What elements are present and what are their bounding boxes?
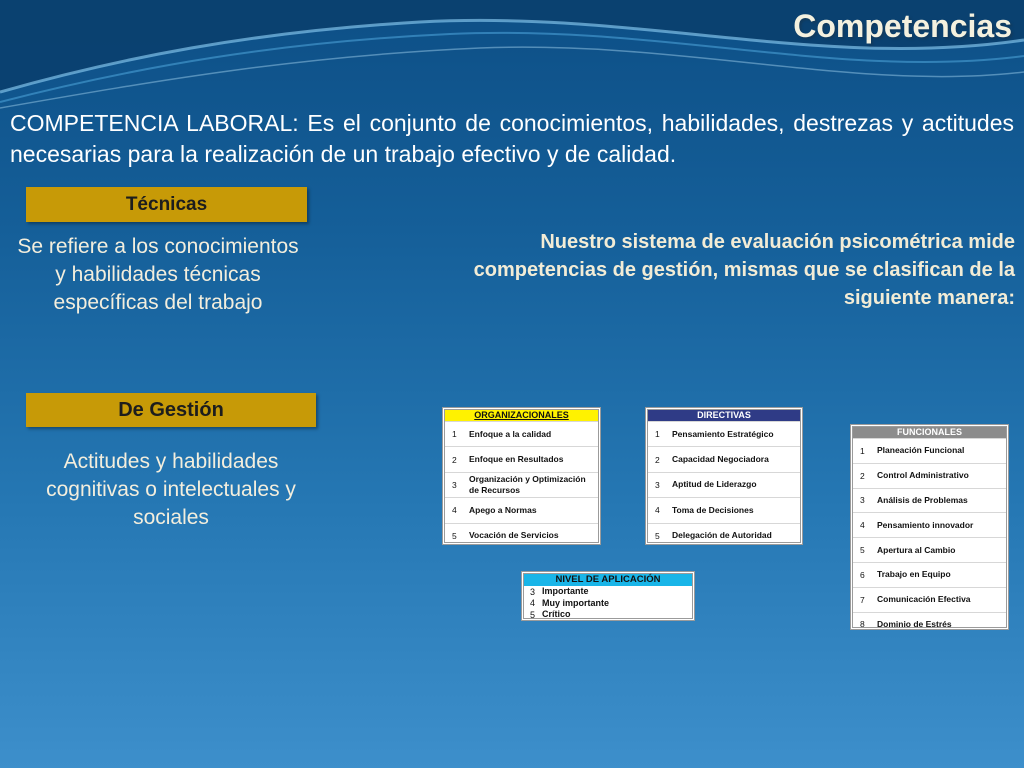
row-label: Toma de Decisiones — [672, 504, 754, 515]
row-number: 2 — [860, 470, 865, 481]
row-label: Pensamiento Estratégico — [672, 428, 774, 439]
table-row — [648, 497, 800, 522]
row-label: Dominio de Estrés — [877, 618, 952, 629]
row-label: Organización y Optimización de Recursos — [469, 473, 586, 495]
row-number: 2 — [655, 454, 660, 465]
table-header: FUNCIONALES — [853, 427, 1006, 438]
row-number: 4 — [452, 505, 457, 516]
table-row — [853, 512, 1006, 537]
row-number: 3 — [655, 479, 660, 490]
row-number: 1 — [860, 445, 865, 456]
table-row — [445, 523, 598, 548]
table-row — [648, 446, 800, 471]
row-number: 3 — [530, 586, 536, 597]
row-label: Planeación Funcional — [877, 445, 965, 456]
organizacionales-table — [442, 407, 601, 545]
row-label: Control Administrativo — [877, 470, 969, 481]
competencia-laboral-definition: COMPETENCIA LABORAL: Es el conjunto de conocimientos, habilidades, destrezas y actitudes necesarias para la realización de un trabajo efectivo y de calidad. — [10, 110, 1014, 167]
funcionales-table — [850, 424, 1009, 630]
row-number: 4 — [860, 520, 865, 531]
table-row — [853, 488, 1006, 513]
table-row — [524, 586, 692, 598]
row-label: Comunicación Efectiva — [877, 594, 971, 605]
table-row — [853, 612, 1006, 637]
table-row — [648, 421, 800, 446]
row-label: Enfoque a la calidad — [469, 428, 552, 439]
directivas-table — [645, 407, 803, 545]
row-label: Apertura al Cambio — [877, 544, 956, 555]
table-row — [853, 537, 1006, 562]
row-label: Análisis de Problemas — [877, 494, 968, 505]
row-number: 2 — [452, 454, 457, 465]
table-row — [648, 472, 800, 497]
evaluation-intro-text: Nuestro sistema de evaluación psicométrica mide competencias de gestión, mismas que se clasifican de la siguiente manera: — [473, 231, 1015, 309]
row-number: 3 — [860, 495, 865, 506]
table-row — [445, 421, 598, 446]
row-label: Trabajo en Equipo — [877, 569, 951, 580]
row-label: Crítico — [542, 609, 571, 620]
row-label: Importante — [542, 586, 589, 597]
table-header: NIVEL DE APLICACIÓN — [524, 574, 692, 586]
table-row — [524, 598, 692, 610]
row-label: Enfoque en Resultados — [469, 454, 564, 465]
table-row — [853, 438, 1006, 463]
row-label: Aptitud de Liderazgo — [672, 479, 757, 490]
row-number: 4 — [655, 505, 660, 516]
row-number: 5 — [452, 530, 457, 541]
row-number: 3 — [452, 479, 457, 490]
de-gestion-header: De Gestión — [26, 393, 316, 427]
table-row — [648, 523, 800, 548]
row-number: 8 — [860, 619, 865, 630]
row-number: 1 — [655, 429, 660, 440]
tecnicas-header: Técnicas — [26, 187, 307, 222]
table-row — [853, 463, 1006, 488]
row-number: 4 — [530, 598, 536, 609]
de-gestion-description: Actitudes y habilidades cognitivas o intelectuales y sociales — [46, 450, 296, 529]
row-label: Delegación de Autoridad — [672, 530, 772, 541]
row-label: Muy importante — [542, 597, 610, 608]
table-row — [445, 472, 598, 497]
row-number: 7 — [860, 594, 865, 605]
row-number: 5 — [530, 609, 536, 620]
table-row — [524, 609, 692, 621]
row-number: 5 — [860, 545, 865, 556]
table-row — [853, 562, 1006, 587]
row-label: Apego a Normas — [469, 504, 537, 515]
row-number: 6 — [860, 569, 865, 580]
table-header: DIRECTIVAS — [648, 410, 800, 421]
row-label: Pensamiento innovador — [877, 519, 974, 530]
tecnicas-description: Se refiere a los conocimientos y habilidades técnicas específicas del trabajo — [17, 235, 299, 314]
table-row — [445, 446, 598, 471]
row-number: 1 — [452, 429, 457, 440]
row-label: Capacidad Negociadora — [672, 454, 769, 465]
row-label: Vocación de Servicios — [469, 530, 559, 541]
table-row — [853, 587, 1006, 612]
table-header: ORGANIZACIONALES — [445, 410, 598, 421]
slide-title: Competencias — [793, 8, 1012, 44]
nivel-de-aplicacion-table — [521, 571, 695, 621]
table-row — [445, 497, 598, 522]
row-number: 5 — [655, 530, 660, 541]
